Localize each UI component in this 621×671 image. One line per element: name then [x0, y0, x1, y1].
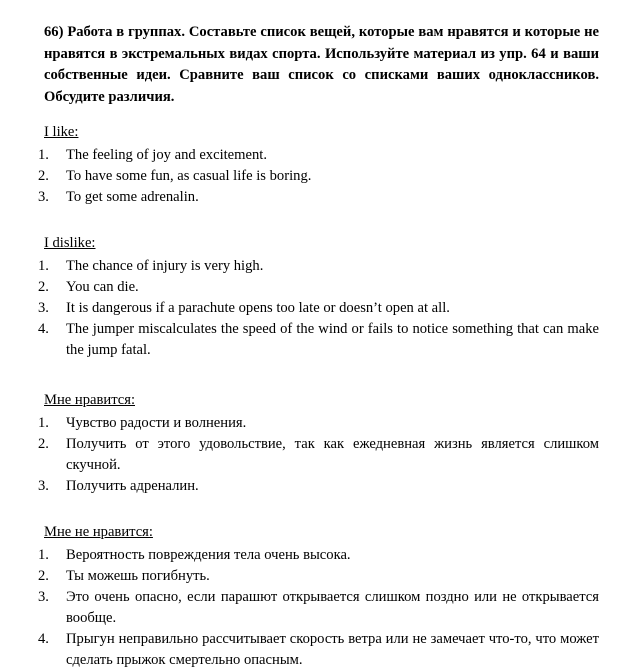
- list-marker: 1.: [38, 415, 49, 431]
- list-item: [22, 166, 599, 187]
- list-item: [22, 256, 599, 277]
- list-mne-nravitsya: [22, 413, 599, 497]
- list-item: [22, 145, 599, 166]
- section-title-i-dislike: I dislike:: [44, 235, 96, 251]
- spacer: [22, 505, 599, 522]
- list-item: [22, 277, 599, 298]
- list-item: [22, 476, 599, 497]
- list-item-text: Получить от этого удовольствие, так как ежедневная жизнь является слишком скучной.: [66, 436, 599, 473]
- exercise-instruction: 66) Работа в группах. Составьте список вещей, которые вам нравятся и которые не нравятся в экстремальных видах спорта. Используйте материал из упр. 64 и ваши собственные идеи. Сравните ваш список со списками ваших одноклассников. Обсудите различия.: [44, 24, 599, 105]
- list-item: [22, 298, 599, 319]
- list-marker: 4.: [38, 321, 49, 337]
- list-item-text: The feeling of joy and excitement.: [66, 147, 267, 163]
- list-i-dislike: [22, 256, 599, 361]
- list-marker: 3.: [38, 189, 49, 205]
- list-marker: 2.: [38, 279, 49, 295]
- list-marker: 3.: [38, 589, 49, 605]
- section-i-dislike: [22, 233, 599, 361]
- list-item-text: Ты можешь погибнуть.: [66, 568, 210, 584]
- list-item: [22, 413, 599, 434]
- list-item-text: To have some fun, as casual life is boring.: [66, 168, 312, 184]
- list-item: [22, 566, 599, 587]
- spacer: [22, 216, 599, 233]
- list-i-like: [22, 145, 599, 208]
- section-title-mne-nravitsya: Мне нравится:: [44, 392, 135, 408]
- list-item-text: Получить адреналин.: [66, 478, 199, 494]
- list-marker: 4.: [38, 631, 49, 647]
- list-marker: 1.: [38, 258, 49, 274]
- list-item-text: Вероятность повреждения тела очень высока.: [66, 547, 351, 563]
- list-item: [22, 587, 599, 629]
- spacer: [22, 369, 599, 390]
- list-item: [22, 629, 599, 671]
- list-marker: 1.: [38, 147, 49, 163]
- list-marker: 3.: [38, 300, 49, 316]
- section-title-mne-ne-nravitsya: Мне не нравится:: [44, 524, 153, 540]
- list-item-text: It is dangerous if a parachute opens too late or doesn’t open at all.: [66, 300, 450, 316]
- section-mne-ne-nravitsya: [22, 522, 599, 671]
- list-item-text: The jumper miscalculates the speed of the wind or fails to notice something that can make the jump fatal.: [66, 321, 599, 358]
- list-marker: 2.: [38, 436, 49, 452]
- list-item-text: You can die.: [66, 279, 139, 295]
- section-mne-nravitsya: [22, 390, 599, 497]
- list-marker: 1.: [38, 547, 49, 563]
- list-item: [22, 319, 599, 361]
- list-item-text: Чувство радости и волнения.: [66, 415, 247, 431]
- list-item-text: Это очень опасно, если парашют открывается слишком поздно или не открывается вообще.: [66, 589, 599, 626]
- list-item: [22, 434, 599, 476]
- list-marker: 2.: [38, 168, 49, 184]
- list-item: [22, 545, 599, 566]
- list-mne-ne-nravitsya: [22, 545, 599, 671]
- list-item: [22, 187, 599, 208]
- section-i-like: [22, 122, 599, 208]
- section-title-i-like: I like:: [44, 124, 79, 140]
- list-marker: 2.: [38, 568, 49, 584]
- list-item-text: The chance of injury is very high.: [66, 258, 264, 274]
- list-item-text: To get some adrenalin.: [66, 189, 199, 205]
- list-item-text: Прыгун неправильно рассчитывает скорость ветра или не замечает что-то, что может сделать прыжок смертельно опасным.: [66, 631, 599, 668]
- list-marker: 3.: [38, 478, 49, 494]
